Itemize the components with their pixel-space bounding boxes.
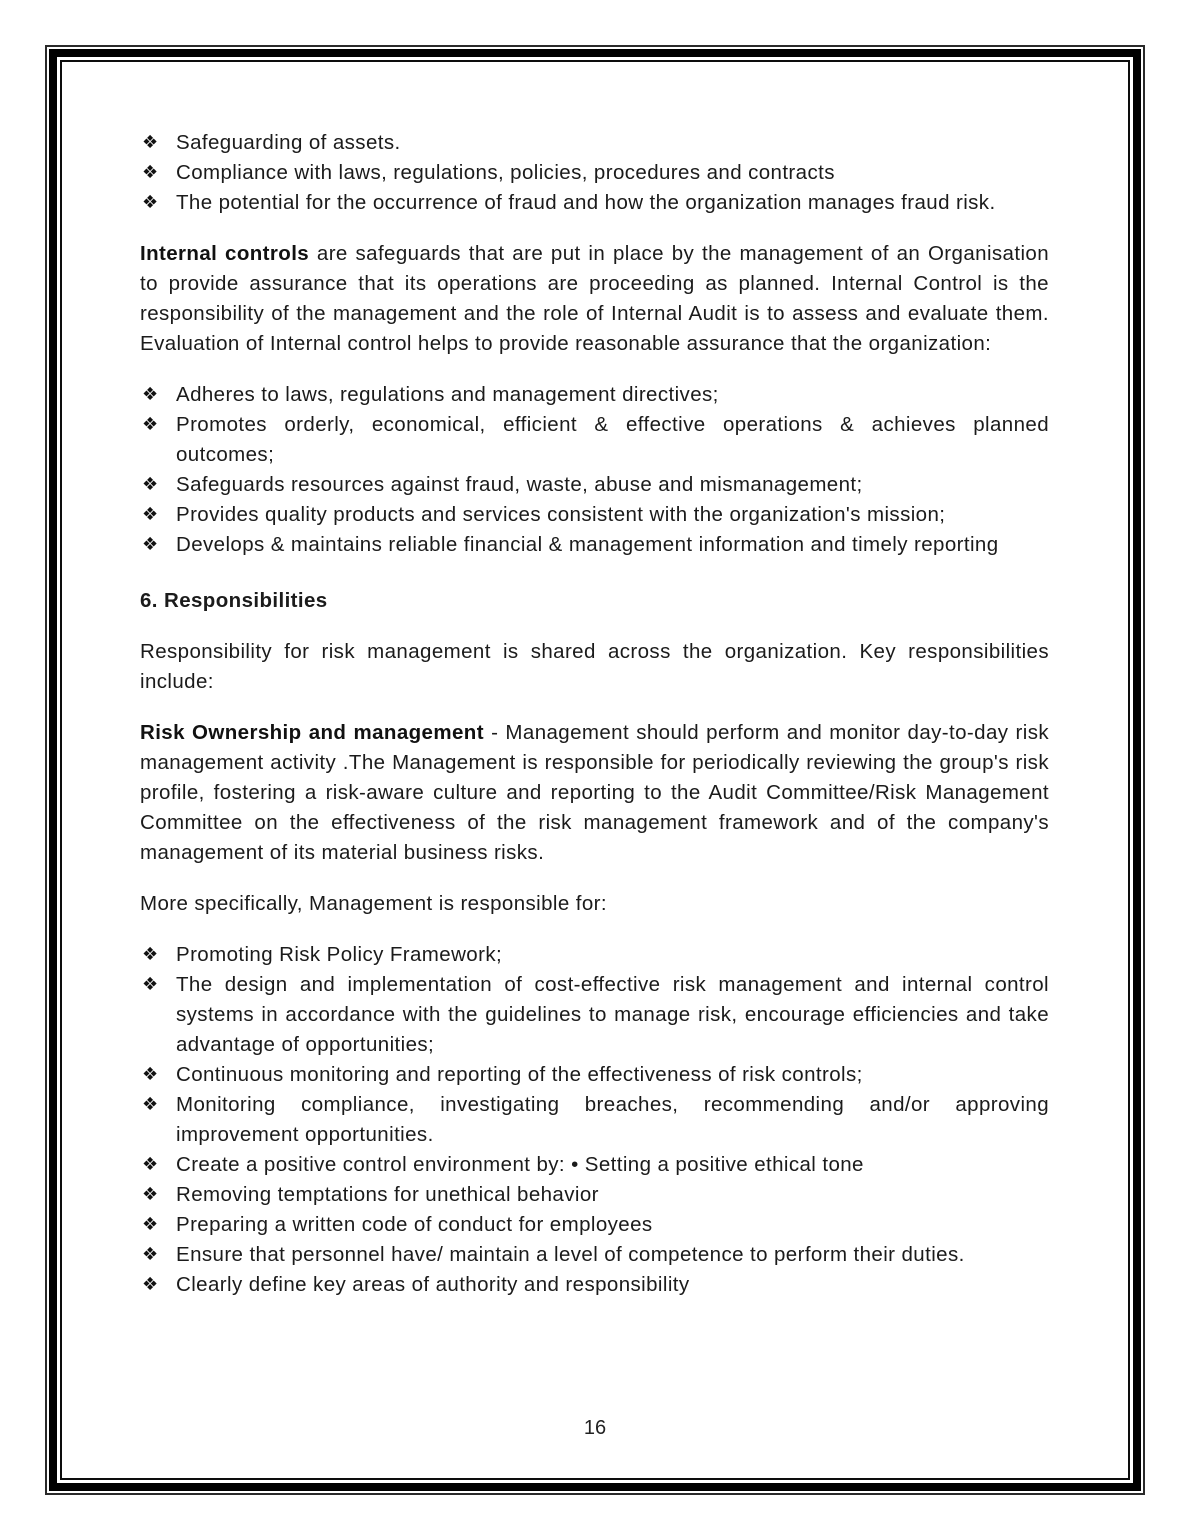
list-item-text: Compliance with laws, regulations, policies, procedures and contracts: [176, 161, 835, 184]
audit-scope-list: [140, 128, 1049, 218]
diamond-bullet-icon: ❖: [142, 384, 159, 405]
list-item: [140, 128, 1049, 158]
list-item-text: Monitoring compliance, investigating breaches, recommending and/or approving improvement opportunities.: [176, 1093, 1049, 1146]
list-item: [140, 410, 1049, 470]
management-responsibilities-list: [140, 940, 1049, 1300]
section-heading-responsibilities: 6. Responsibilities: [140, 589, 328, 612]
paragraph-lead-bold: Internal controls: [140, 242, 310, 265]
list-item: [140, 1180, 1049, 1210]
list-item: [140, 1210, 1049, 1240]
list-item: [140, 940, 1049, 970]
diamond-bullet-icon: ❖: [142, 974, 159, 995]
page-number: 16: [583, 1417, 607, 1439]
list-item-text: The potential for the occurrence of fraud and how the organization manages fraud risk.: [176, 191, 996, 214]
internal-controls-paragraph: [140, 239, 1049, 359]
diamond-bullet-icon: ❖: [142, 132, 159, 153]
diamond-bullet-icon: ❖: [142, 414, 159, 435]
list-item-text: Create a positive control environment by: • Setting a positive ethical tone: [176, 1153, 864, 1176]
list-item-text: Provides quality products and services consistent with the organization's mission;: [176, 503, 946, 526]
diamond-bullet-icon: ❖: [142, 1094, 159, 1115]
list-item-text: Preparing a written code of conduct for employees: [176, 1213, 653, 1236]
diamond-bullet-icon: ❖: [142, 162, 159, 183]
list-item: [140, 188, 1049, 218]
diamond-bullet-icon: ❖: [142, 534, 159, 555]
paragraph-lead-bold: Risk Ownership and management: [140, 721, 484, 744]
list-item-text: Safeguarding of assets.: [176, 131, 401, 154]
list-item: [140, 1240, 1049, 1270]
list-item: [140, 1060, 1049, 1090]
list-item: [140, 1150, 1049, 1180]
list-item: [140, 500, 1049, 530]
diamond-bullet-icon: ❖: [142, 504, 159, 525]
list-item: [140, 970, 1049, 1060]
page-content: [140, 128, 1049, 1300]
document-page: [60, 60, 1130, 1480]
diamond-bullet-icon: ❖: [142, 944, 159, 965]
page-border-thick: [49, 49, 1141, 1491]
list-item-text: Ensure that personnel have/ maintain a level of competence to perform their duties.: [176, 1243, 965, 1266]
list-item-text: Removing temptations for unethical behavior: [176, 1183, 599, 1206]
list-item-text: Promotes orderly, economical, efficient & effective operations & achieves planned outcomes;: [176, 413, 1049, 466]
paragraph-text: - Management should perform and monitor day-to-day risk management activity .The Management is responsible for periodically reviewing the group's risk profile, fostering a risk-aware culture and reporting to the Audit Committee/Risk Management Committee on the effectiveness of the risk management framework and of the company's management of its material business risks.: [140, 721, 1050, 864]
list-item: [140, 470, 1049, 500]
list-item-text: Develops & maintains reliable financial & management information and timely reporting: [176, 533, 999, 556]
list-item-text: Clearly define key areas of authority and responsibility: [176, 1273, 690, 1296]
list-item: [140, 380, 1049, 410]
diamond-bullet-icon: ❖: [142, 192, 159, 213]
list-item-text: The design and implementation of cost-effective risk management and internal control systems in accordance with the guidelines to manage risk, encourage efficiencies and take advantage of opportunities;: [176, 973, 1049, 1056]
responsibility-intro-paragraph: Responsibility for risk management is shared across the organization. Key responsibilities include:: [140, 640, 1049, 693]
management-responsible-paragraph: More specifically, Management is responsible for:: [140, 892, 607, 915]
list-item: [140, 158, 1049, 188]
paragraph-text: are safeguards that are put in place by the management of an Organisation to provide assurance that its operations are proceeding as planned. Internal Control is the responsibility of the management and the role of Internal Audit is to assess and evaluate them. Evaluation of Internal control helps to provide reasonable assurance that the organization:: [140, 242, 1049, 355]
list-item: [140, 1270, 1049, 1300]
diamond-bullet-icon: ❖: [142, 1244, 159, 1265]
diamond-bullet-icon: ❖: [142, 1214, 159, 1235]
list-item-text: Adheres to laws, regulations and management directives;: [176, 383, 719, 406]
list-item: [140, 530, 1049, 560]
list-item-text: Promoting Risk Policy Framework;: [176, 943, 503, 966]
list-item-text: Continuous monitoring and reporting of the effectiveness of risk controls;: [176, 1063, 863, 1086]
list-item: [140, 1090, 1049, 1150]
diamond-bullet-icon: ❖: [142, 1184, 159, 1205]
diamond-bullet-icon: ❖: [142, 1154, 159, 1175]
diamond-bullet-icon: ❖: [142, 1064, 159, 1085]
diamond-bullet-icon: ❖: [142, 474, 159, 495]
internal-control-objectives-list: [140, 380, 1049, 560]
page-border-outer: [45, 45, 1145, 1495]
risk-ownership-paragraph: [140, 718, 1049, 868]
diamond-bullet-icon: ❖: [142, 1274, 159, 1295]
list-item-text: Safeguards resources against fraud, waste, abuse and mismanagement;: [176, 473, 863, 496]
